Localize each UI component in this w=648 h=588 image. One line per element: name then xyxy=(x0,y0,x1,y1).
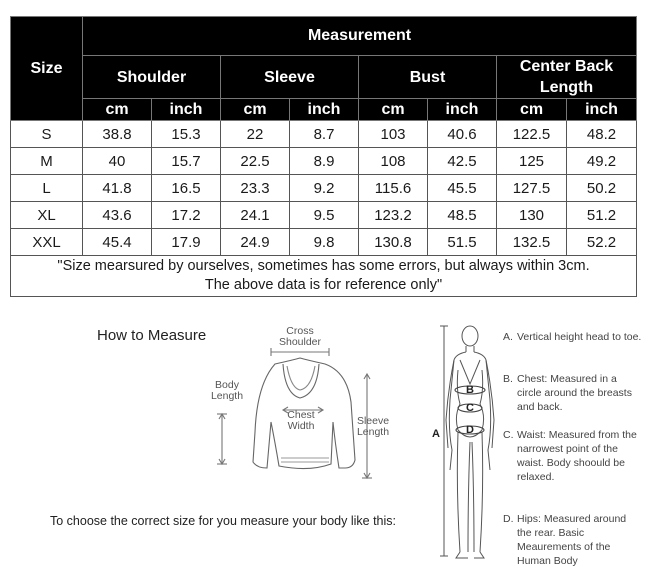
table-cell: 48.5 xyxy=(428,202,497,229)
table-cell: 22.5 xyxy=(221,148,290,175)
note-item-c: C. Waist: Measured from the narrowest point of the waist. Body shoould be relaxed. xyxy=(503,429,637,483)
unit-header-cm: cm xyxy=(83,99,152,121)
table-row xyxy=(11,175,637,202)
body-figure-diagram xyxy=(428,320,504,564)
chest-width-label: Chest Width xyxy=(287,409,315,432)
table-cell: 42.5 xyxy=(428,148,497,175)
table-cell: 130 xyxy=(497,202,567,229)
table-cell: 122.5 xyxy=(497,121,567,148)
table-cell: 40 xyxy=(83,148,152,175)
table-cell: 51.5 xyxy=(428,229,497,256)
table-cell: 24.9 xyxy=(221,229,290,256)
table-cell: 125 xyxy=(497,148,567,175)
size-label: M xyxy=(11,148,83,175)
reference-note-line-2: The above data is for reference only" xyxy=(204,277,443,293)
table-cell: 103 xyxy=(359,121,428,148)
unit-header-inch: inch xyxy=(290,99,359,121)
table-cell: 108 xyxy=(359,148,428,175)
note-item-b: B. Chest: Measured in a circle around the breasts and back. xyxy=(503,373,632,413)
table-cell: 115.6 xyxy=(359,175,428,202)
table-cell: 15.3 xyxy=(152,121,221,148)
center-back-length-header: Center Back Length xyxy=(497,56,637,99)
measure-advice-text: To choose the correct size for you measure your body like this: xyxy=(50,514,396,528)
table-row xyxy=(11,202,637,229)
measurement-header: Measurement xyxy=(83,17,637,56)
size-chart-table xyxy=(10,16,637,297)
table-cell: 9.5 xyxy=(290,202,359,229)
table-cell: 16.5 xyxy=(152,175,221,202)
shoulder-header: Shoulder xyxy=(83,56,221,99)
unit-header-inch: inch xyxy=(428,99,497,121)
table-cell: 17.9 xyxy=(152,229,221,256)
body-length-label: Body Length xyxy=(210,379,244,402)
table-cell: 40.6 xyxy=(428,121,497,148)
table-cell: 8.7 xyxy=(290,121,359,148)
note-item-a: A. Vertical height head to toe. xyxy=(503,331,642,343)
size-label: S xyxy=(11,121,83,148)
size-header: Size xyxy=(11,17,83,121)
table-cell: 17.2 xyxy=(152,202,221,229)
table-cell: 45.5 xyxy=(428,175,497,202)
figure-label-a: A xyxy=(432,428,440,440)
unit-header-cm: cm xyxy=(497,99,567,121)
unit-header-inch: inch xyxy=(152,99,221,121)
table-cell: 48.2 xyxy=(567,121,637,148)
table-cell: 24.1 xyxy=(221,202,290,229)
figure-label-c: C xyxy=(466,402,474,414)
table-cell: 132.5 xyxy=(497,229,567,256)
unit-header-cm: cm xyxy=(221,99,290,121)
table-cell: 9.2 xyxy=(290,175,359,202)
how-to-measure-title: How to Measure xyxy=(97,327,207,344)
table-cell: 51.2 xyxy=(567,202,637,229)
size-label: XL xyxy=(11,202,83,229)
table-cell: 9.8 xyxy=(290,229,359,256)
table-cell: 45.4 xyxy=(83,229,152,256)
unit-header-inch: inch xyxy=(567,99,637,121)
table-cell: 127.5 xyxy=(497,175,567,202)
table-cell: 49.2 xyxy=(567,148,637,175)
table-cell: 123.2 xyxy=(359,202,428,229)
size-label: XXL xyxy=(11,229,83,256)
sleeve-length-label: Sleeve Length xyxy=(356,415,390,438)
table-row xyxy=(11,121,637,148)
table-row xyxy=(11,148,637,175)
table-cell: 52.2 xyxy=(567,229,637,256)
table-cell: 8.9 xyxy=(290,148,359,175)
garment-diagram xyxy=(205,322,420,492)
size-label: L xyxy=(11,175,83,202)
table-cell: 43.6 xyxy=(83,202,152,229)
bust-header: Bust xyxy=(359,56,497,99)
table-cell: 23.3 xyxy=(221,175,290,202)
human-body-illustration xyxy=(428,320,504,564)
figure-label-d: D xyxy=(466,424,474,436)
cross-shoulder-label: Cross Shoulder xyxy=(278,325,322,348)
table-cell: 41.8 xyxy=(83,175,152,202)
table-cell: 22 xyxy=(221,121,290,148)
table-cell: 15.7 xyxy=(152,148,221,175)
unit-header-cm: cm xyxy=(359,99,428,121)
note-item-d: D. Hips: Measured around the rear. Basic Meaurements of the Human Body xyxy=(503,513,627,567)
table-cell: 130.8 xyxy=(359,229,428,256)
sleeve-header: Sleeve xyxy=(221,56,359,99)
table-cell: 50.2 xyxy=(567,175,637,202)
reference-note-line-1: "Size mearsured by ourselves, sometimes has some errors, but always within 3cm. xyxy=(57,258,590,274)
table-row xyxy=(11,229,637,256)
figure-label-b: B xyxy=(466,384,474,396)
reference-note xyxy=(11,256,637,297)
table-cell: 38.8 xyxy=(83,121,152,148)
